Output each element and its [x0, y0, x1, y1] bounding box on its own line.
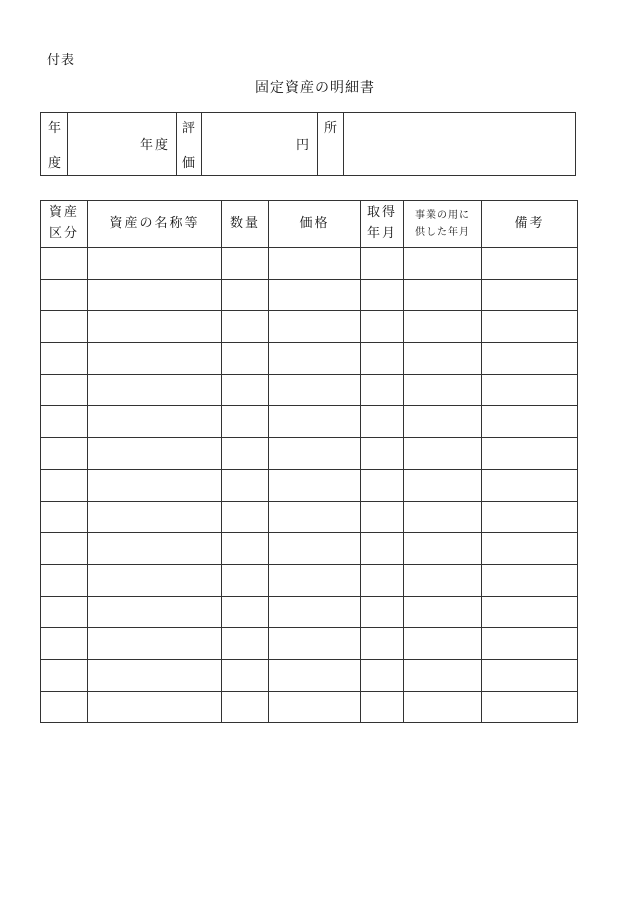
- valuation-label-bottom: 価: [182, 156, 196, 171]
- table-cell[interactable]: [88, 564, 222, 596]
- column-remarks: 備考: [482, 201, 578, 248]
- table-cell[interactable]: [361, 564, 404, 596]
- table-row: [41, 406, 578, 438]
- table-cell[interactable]: [222, 311, 269, 343]
- table-cell[interactable]: [222, 279, 269, 311]
- table-body: [41, 248, 578, 723]
- table-cell[interactable]: [482, 374, 578, 406]
- table-cell[interactable]: [222, 596, 269, 628]
- table-row: [41, 279, 578, 311]
- table-cell[interactable]: [269, 564, 361, 596]
- table-cell[interactable]: [88, 628, 222, 660]
- column-asset-name: 資産の名称等: [88, 201, 222, 248]
- column-price: 価格: [269, 201, 361, 248]
- table-cell[interactable]: [269, 406, 361, 438]
- table-cell[interactable]: [269, 374, 361, 406]
- table-cell[interactable]: [361, 469, 404, 501]
- table-cell[interactable]: [222, 628, 269, 660]
- table-cell[interactable]: [41, 501, 88, 533]
- table-cell[interactable]: [404, 596, 482, 628]
- table-cell[interactable]: [222, 501, 269, 533]
- table-row: [41, 628, 578, 660]
- table-row: [41, 374, 578, 406]
- table-cell[interactable]: [482, 659, 578, 691]
- table-cell[interactable]: [88, 406, 222, 438]
- table-cell[interactable]: [361, 501, 404, 533]
- table-cell[interactable]: [269, 438, 361, 470]
- table-cell[interactable]: [41, 311, 88, 343]
- table-row: [41, 533, 578, 565]
- table-cell[interactable]: [88, 438, 222, 470]
- table-cell[interactable]: [404, 374, 482, 406]
- divider: [67, 113, 68, 175]
- table-cell[interactable]: [88, 311, 222, 343]
- table-row: [41, 438, 578, 470]
- table-cell[interactable]: [41, 596, 88, 628]
- table-cell[interactable]: [404, 564, 482, 596]
- table-row: [41, 691, 578, 723]
- valuation-label-top: 評: [182, 121, 196, 136]
- year-value-suffix: 年度: [140, 138, 171, 153]
- table-cell[interactable]: [269, 343, 361, 375]
- table-cell[interactable]: [404, 406, 482, 438]
- table-cell[interactable]: [361, 596, 404, 628]
- table-row: [41, 659, 578, 691]
- table-cell[interactable]: [88, 279, 222, 311]
- table-cell[interactable]: [361, 374, 404, 406]
- table-cell[interactable]: [41, 438, 88, 470]
- table-cell[interactable]: [482, 564, 578, 596]
- table-cell[interactable]: [482, 343, 578, 375]
- table-cell[interactable]: [482, 248, 578, 280]
- table-cell[interactable]: [269, 501, 361, 533]
- table-cell[interactable]: [41, 279, 88, 311]
- table-cell[interactable]: [222, 469, 269, 501]
- table-cell[interactable]: [361, 659, 404, 691]
- table-row: [41, 343, 578, 375]
- table-cell[interactable]: [361, 279, 404, 311]
- table-cell[interactable]: [41, 691, 88, 723]
- table-cell[interactable]: [482, 533, 578, 565]
- table-cell[interactable]: [361, 311, 404, 343]
- table-cell[interactable]: [404, 691, 482, 723]
- table-cell[interactable]: [222, 533, 269, 565]
- table-row: [41, 564, 578, 596]
- header-box: [40, 112, 576, 176]
- table-cell[interactable]: [404, 533, 482, 565]
- table-cell[interactable]: [482, 438, 578, 470]
- table-cell[interactable]: [88, 374, 222, 406]
- table-cell[interactable]: [41, 469, 88, 501]
- table-header-row: [41, 201, 578, 248]
- table-cell[interactable]: [269, 469, 361, 501]
- fixed-asset-table: [40, 200, 578, 723]
- table-row: [41, 596, 578, 628]
- table-cell[interactable]: [41, 659, 88, 691]
- table-cell[interactable]: [482, 279, 578, 311]
- table-cell[interactable]: [269, 691, 361, 723]
- table-cell[interactable]: [269, 279, 361, 311]
- table-cell[interactable]: [404, 279, 482, 311]
- page-title: 固定資産の明細書: [255, 80, 375, 96]
- table-cell[interactable]: [361, 406, 404, 438]
- table-cell[interactable]: [41, 564, 88, 596]
- table-cell[interactable]: [404, 501, 482, 533]
- table-cell[interactable]: [404, 628, 482, 660]
- divider: [317, 113, 318, 175]
- table-cell[interactable]: [222, 343, 269, 375]
- table-cell[interactable]: [41, 628, 88, 660]
- table-cell[interactable]: [269, 533, 361, 565]
- table-cell[interactable]: [361, 691, 404, 723]
- table-cell[interactable]: [482, 311, 578, 343]
- table-cell[interactable]: [41, 374, 88, 406]
- table-cell[interactable]: [404, 469, 482, 501]
- table-cell[interactable]: [222, 406, 269, 438]
- table-cell[interactable]: [222, 564, 269, 596]
- table-row: [41, 469, 578, 501]
- valuation-unit: 円: [296, 138, 310, 153]
- table-cell[interactable]: [404, 343, 482, 375]
- table-cell[interactable]: [222, 691, 269, 723]
- table-cell[interactable]: [404, 248, 482, 280]
- table-cell[interactable]: [404, 438, 482, 470]
- table-cell[interactable]: [361, 343, 404, 375]
- table-cell[interactable]: [361, 248, 404, 280]
- table-cell[interactable]: [482, 469, 578, 501]
- table-cell[interactable]: [482, 628, 578, 660]
- table-cell[interactable]: [404, 659, 482, 691]
- table-cell[interactable]: [88, 659, 222, 691]
- table-row: [41, 501, 578, 533]
- table-cell[interactable]: [88, 469, 222, 501]
- table-cell[interactable]: [88, 691, 222, 723]
- divider: [343, 113, 344, 175]
- table-cell[interactable]: [222, 248, 269, 280]
- table-cell[interactable]: [269, 628, 361, 660]
- table-cell[interactable]: [482, 691, 578, 723]
- column-business-use-date: 事業の用に 供した年月: [404, 201, 482, 248]
- table-row: [41, 311, 578, 343]
- table-cell[interactable]: [222, 438, 269, 470]
- table-cell[interactable]: [482, 406, 578, 438]
- table-cell[interactable]: [361, 628, 404, 660]
- table-cell[interactable]: [88, 533, 222, 565]
- table-cell[interactable]: [222, 374, 269, 406]
- year-label-top: 年: [48, 121, 62, 136]
- table-cell[interactable]: [41, 343, 88, 375]
- table-cell[interactable]: [361, 438, 404, 470]
- column-acquired-date: 取得 年月: [361, 201, 404, 248]
- table-cell[interactable]: [482, 501, 578, 533]
- table-cell[interactable]: [269, 248, 361, 280]
- location-label: 所: [324, 121, 338, 136]
- table-cell[interactable]: [404, 311, 482, 343]
- table-cell[interactable]: [269, 596, 361, 628]
- attachment-label: 付表: [47, 53, 76, 68]
- column-quantity: 数量: [222, 201, 269, 248]
- table-cell[interactable]: [222, 659, 269, 691]
- table-cell[interactable]: [269, 311, 361, 343]
- table-cell[interactable]: [41, 533, 88, 565]
- divider: [176, 113, 177, 175]
- column-asset-category: 資産 区分: [41, 201, 88, 248]
- table-cell[interactable]: [361, 533, 404, 565]
- divider: [201, 113, 202, 175]
- table-cell[interactable]: [41, 406, 88, 438]
- table-cell[interactable]: [41, 248, 88, 280]
- table-row: [41, 248, 578, 280]
- table-cell[interactable]: [269, 659, 361, 691]
- table-cell[interactable]: [88, 501, 222, 533]
- table-cell[interactable]: [88, 343, 222, 375]
- table-cell[interactable]: [88, 248, 222, 280]
- table-cell[interactable]: [88, 596, 222, 628]
- year-label-bottom: 度: [48, 156, 62, 171]
- table-cell[interactable]: [482, 596, 578, 628]
